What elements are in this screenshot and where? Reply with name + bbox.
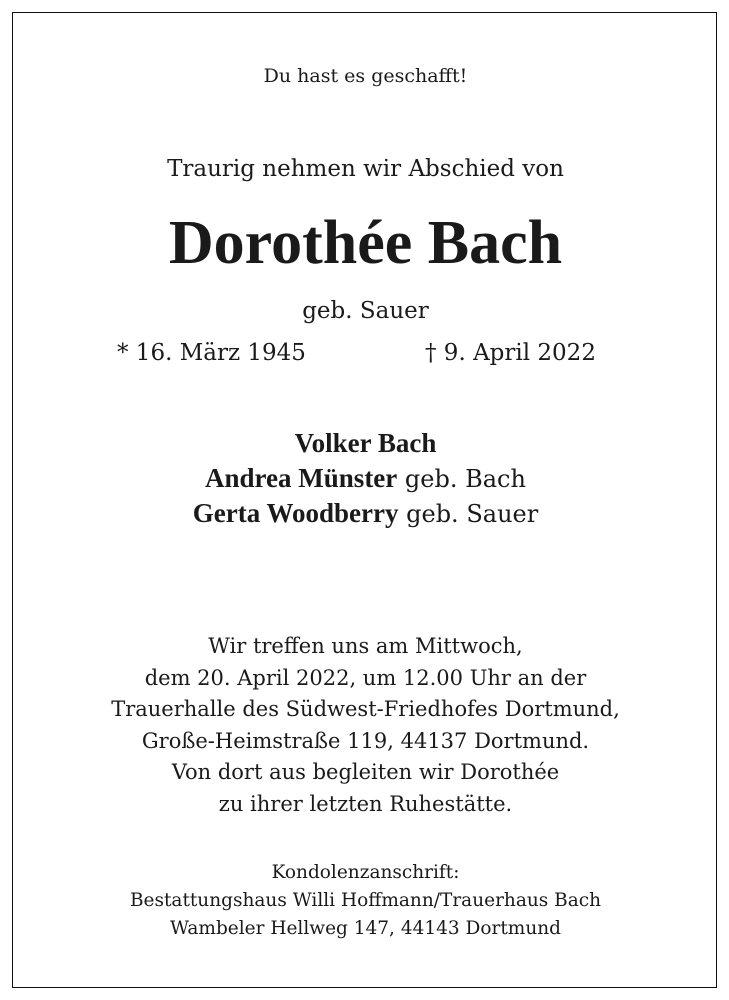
condolence-label: Kondolenzanschrift: [271, 862, 460, 883]
condolence-line: Wambeler Hellweg 147, 44143 Dortmund [169, 918, 562, 939]
deceased-name: Dorothée Bach [168, 209, 563, 277]
funeral-info-line: Trauerhalle des Südwest-Friedhofes Dortmund, [111, 697, 620, 721]
birth-date: * 16. März 1945 [117, 340, 306, 366]
funeral-info-line: Große-Heimstraße 119, 44137 Dortmund. [141, 728, 590, 753]
mourner [13, 498, 718, 529]
funeral-info-line: Wir treffen uns am Mittwoch, [208, 634, 523, 658]
mourner-name: Andrea Münster [205, 463, 398, 493]
death-date: † 9. April 2022 [425, 340, 596, 366]
funeral-info [13, 631, 718, 820]
condolence-address [13, 859, 718, 943]
condolence-line: Bestattungshaus Willi Hoffmann/Trauerhaus Bach [129, 890, 602, 911]
mourner-suffix: geb. Bach [397, 465, 526, 493]
mourner [13, 428, 718, 459]
maiden-name: geb. Sauer [302, 298, 429, 324]
mourner-name: Volker Bach [294, 428, 437, 458]
mourner-suffix: geb. Sauer [398, 500, 539, 528]
funeral-info-line: Von dort aus begleiten wir Dorothée [171, 760, 560, 784]
funeral-info-line: zu ihrer letzten Ruhestätte. [218, 791, 513, 816]
motto: Du hast es geschafft! [263, 65, 468, 87]
intro-text: Traurig nehmen wir Abschied von [167, 156, 564, 182]
mourner-name: Gerta Woodberry [192, 498, 399, 528]
mourner [13, 463, 718, 494]
obituary-frame [12, 12, 717, 988]
funeral-info-line: dem 20. April 2022, um 12.00 Uhr an der [144, 665, 587, 690]
